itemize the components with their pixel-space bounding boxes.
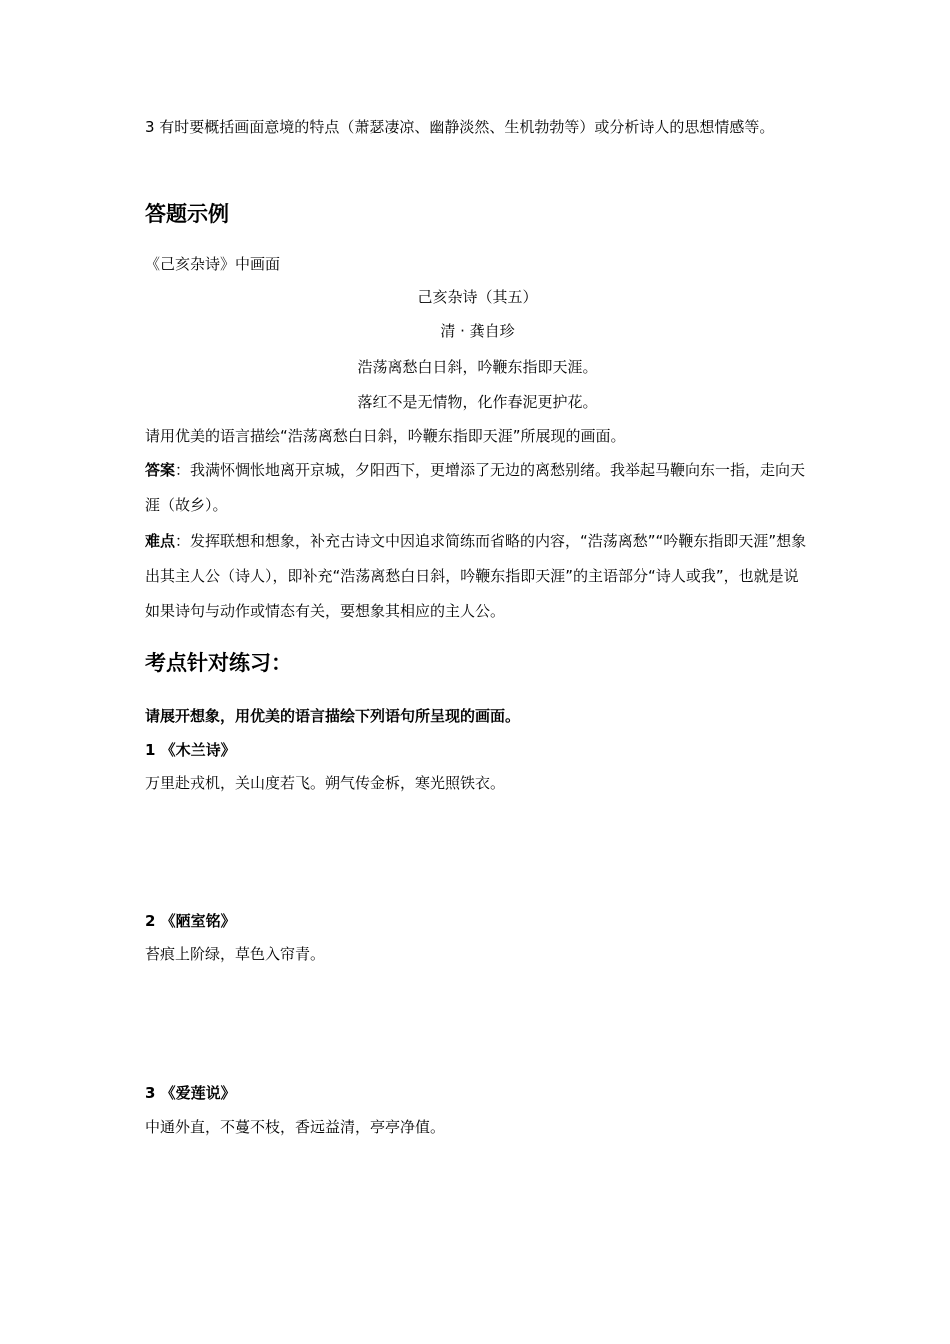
practice-item-3-title: 3 《爱莲说》	[145, 1084, 236, 1102]
difficulty-paragraph	[145, 524, 810, 629]
practice-item-1-title: 1 《木兰诗》	[145, 741, 236, 759]
practice-item-2-text: 苔痕上阶绿，草色入帘青。	[145, 945, 326, 963]
answer-text: ：我满怀惆怅地离开京城，夕阳西下，更增添了无边的离愁别绪。我举起马鞭向东一指，走向天涯（故乡）。	[145, 461, 806, 514]
practice-heading: 考点针对练习：	[145, 651, 292, 675]
practice-item-3-text: 中通外直，不蔓不枝，香远益清，亭亭净值。	[145, 1118, 446, 1136]
example-question: 请用优美的语言描绘“浩荡离愁白日斜，吟鞭东指即天涯”所展现的画面。	[145, 427, 626, 445]
answer-label: 答案	[145, 461, 176, 479]
example-heading: 答题示例	[145, 202, 229, 226]
practice-item-2-title: 2 《陋室铭》	[145, 912, 236, 930]
example-source: 《己亥杂诗》中画面	[145, 255, 281, 273]
intro-item-3: 3 有时要概括画面意境的特点（萧瑟凄凉、幽静淡然、生机勃勃等）或分析诗人的思想情感等。	[145, 118, 775, 136]
difficulty-text: ：发挥联想和想象，补充古诗文中因追求简练而省略的内容，“浩荡离愁”“吟鞭东指即天涯”想象出其主人公（诗人），即补充“浩荡离愁白日斜，吟鞭东指即天涯”的主语部分“诗人或我”，也就是说如果诗句与动作或情态有关，要想象其相应的主人公。	[145, 532, 807, 620]
difficulty-label: 难点	[145, 532, 176, 550]
practice-item-1-text: 万里赴戎机，关山度若飞。朔气传金柝，寒光照铁衣。	[145, 774, 506, 792]
poem-line-1: 浩荡离愁白日斜，吟鞭东指即天涯。	[357, 358, 598, 376]
poem-line-2: 落红不是无情物，化作春泥更护花。	[357, 393, 598, 411]
poem-title: 己亥杂诗（其五）	[417, 288, 538, 306]
practice-instruction: 请展开想象，用优美的语言描绘下列语句所呈现的画面。	[145, 707, 521, 725]
poem-author: 清 · 龚自珍	[440, 322, 515, 340]
answer-paragraph	[145, 453, 810, 523]
